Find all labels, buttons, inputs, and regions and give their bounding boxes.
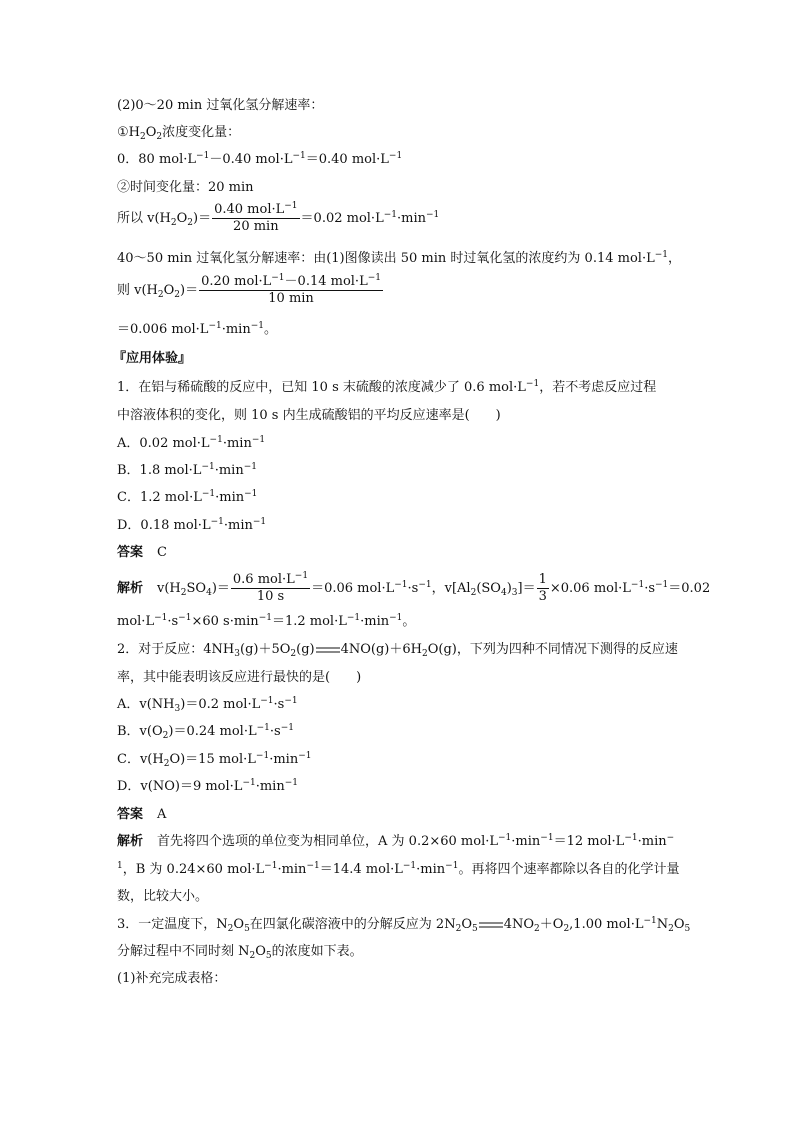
q1-explanation-line1: 解析 $v(H_2SO_4)=$ $\frac{0.6 mol\cdot L^{-1}}{10 s}$ ＝0.06 $mol\cdot L^{-1}\cdot s^{-1}$，$v[Al_2(SO_4)_3]=$ $\frac{1}{3}$ ×0.06 $mol\cdot L^{-1}\cdot s^{-1}=0.02$ [117,571,711,604]
q2-option-c: C．$v(H_2O)=15$ $mol\cdot L^{-1}\cdot\min^{-1}$ [117,751,312,769]
q1-answer: 答案 C [117,545,167,560]
q3-stem-line2: 分解过程中不同时刻 $N_2O_5$的浓度如下表。 [117,944,363,961]
part2-line2: 0．80 $mol\cdot L^{-1}-0.40$ $mol\cdot L^{-1}=0.40$ $mol\cdot L^{-1}$ [117,151,403,167]
q2-answer: 答案 A [117,807,167,822]
reaction-arrow-icon [315,644,341,656]
q2-option-b: B．$v(O_2)=0.24$ $mol\cdot L^{-1}\cdot s^{-1}$ [117,723,294,741]
fraction: $\frac{0.20 mol\cdot L^{-1}-0.14 mol\cdot L^{-1}}{10 \min}$ [201,273,381,306]
q2-stem-line1: 2．对于反应：$4NH_3(g)+5O_2(g)$ $4NO(g)+6H_2O(g)$，下列为四种不同情况下测得的反应速 [117,642,678,659]
part2-line5: 40～50 min 过氧化氢分解速率：由(1)图像读出 50 min 时过氧化氢的浓度约为 0.14 $mol\cdot L^{-1}$， [117,250,682,266]
equals-arrow-icon [478,919,504,931]
part2-line6: 则 $v(H_2O_2)=$ $\frac{0.20 mol\cdot L^{-1}-0.14 mol\cdot L^{-1}}{10 \min}$ [117,273,381,306]
q1-stem-line1: 1．在铝与稀硫酸的反应中，已知 10 s 末硫酸的浓度减少了 0.6 $mol\cdot L^{-1}$，若不考虑反应过程 [117,379,657,395]
q2-explanation-line2: $^1$，B 为 0.24×60 $mol\cdot L^{-1}\cdot\min^{-1}=14.4$ $mol\cdot L^{-1}\cdot\min^{-1}$。再将四个速率都除以各自的化学计量 [117,861,680,877]
part2-line7: ＝0.006 $mol\cdot L^{-1}\cdot\min^{-1}$。 [117,321,278,337]
q1-explanation-line2: $mol\cdot L^{-1}\cdot s^{-1}\times 60$ $s\cdot\min^{-1}=1.2$ $mol\cdot L^{-1}\cdot\min^{-1}$。 [117,613,416,629]
q2-option-a: A．$v(NH_3)=0.2$ $mol\cdot L^{-1}\cdot s^{-1}$ [117,696,298,714]
q3-subquestion-1: (1)补充完成表格： [117,971,227,986]
part2-intro: (2)0～20 min 过氧化氢分解速率： [117,98,324,113]
q3-stem-line1: 3．一定温度下，$N_2O_5$在四氯化碳溶液中的分解反应为 $2N_2O_5$ $4NO_2+O_2,1.00$ $mol\cdot L^{-1}N_2O_5$ [117,916,691,934]
q1-option-c: C．1.2 $mol\cdot L^{-1}\cdot\min^{-1}$ [117,489,258,505]
section-title: 『应用体验』 [113,351,192,366]
fraction: $\frac{0.6 mol\cdot L^{-1}}{10 s}$ [232,571,309,604]
q2-stem-line2: 率，其中能表明该反应进行最快的是( ) [117,670,362,685]
q2-explanation-line3: 数，比较大小。 [117,889,209,904]
part2-line3: ②时间变化量：20 min [117,180,254,195]
q2-option-d: D．v(NO)＝9 $mol\cdot L^{-1}\cdot\min^{-1}$ [117,778,298,794]
part2-line4: 所以 $v(H_2O_2)=$ $\frac{0.40 mol\cdot L^{-1}}{20 \min}$ ＝0.02 $mol\cdot L^{-1}\cdot\min^{-1}$ [117,201,440,234]
fraction: $\frac{1}{3}$ [538,572,547,604]
q2-explanation-line1: 解析 首先将四个选项的单位变为相同单位，A 为 0.2×60 $mol\cdot L^{-1}\cdot\min^{-1}=12$ $mol\cdot L^{-1}\cdot\min^-$ [117,833,675,849]
q1-option-a: A．0.02 $mol\cdot L^{-1}\cdot\min^{-1}$ [117,435,266,451]
fraction: $\frac{0.40 mol\cdot L^{-1}}{20 \min}$ [214,201,298,234]
part2-line1: $①H_2O_2$浓度变化量： [117,125,241,142]
q1-stem-line2: 中溶液体积的变化，则 10 s 内生成硫酸铝的平均反应速率是( ) [117,408,501,423]
q1-option-b: B．1.8 $mol\cdot L^{-1}\cdot\min^{-1}$ [117,462,257,478]
q1-option-d: D．0.18 $mol\cdot L^{-1}\cdot\min^{-1}$ [117,517,267,533]
